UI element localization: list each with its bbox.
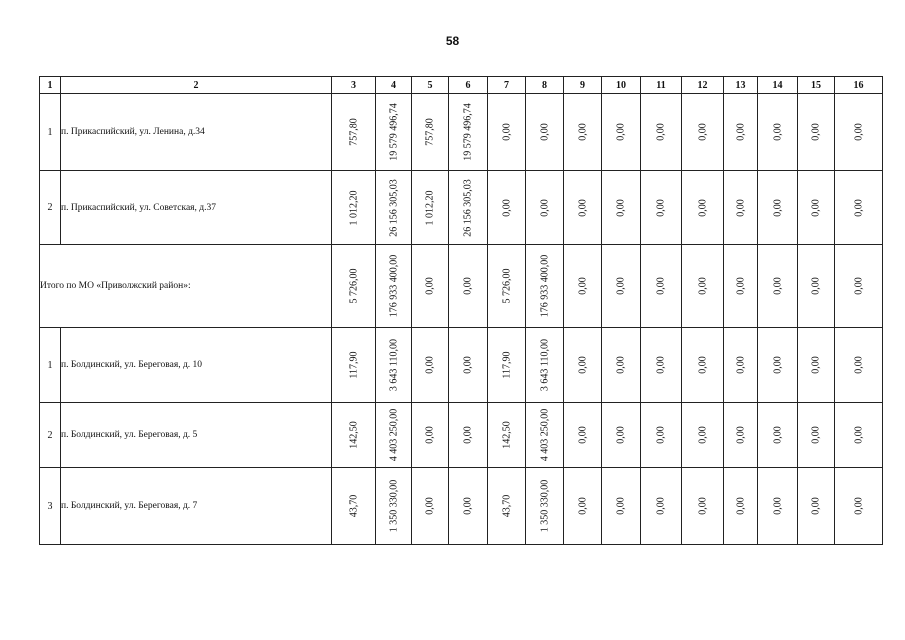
value-cell xyxy=(641,245,682,328)
table-row xyxy=(40,468,883,545)
value-text: 0,00 xyxy=(735,123,746,141)
value-text: 0,00 xyxy=(697,426,708,444)
value-text: 0,00 xyxy=(697,123,708,141)
value-cell xyxy=(602,328,641,403)
value-cell xyxy=(641,403,682,468)
value-cell xyxy=(758,245,798,328)
value-text: 0,00 xyxy=(697,277,708,295)
value-cell xyxy=(488,94,526,171)
value-text: 1 350 330,00 xyxy=(388,479,399,533)
value-text: 0,00 xyxy=(810,426,822,444)
header-cell: 15 xyxy=(798,77,835,94)
value-text: 0,00 xyxy=(577,198,588,217)
value-cell xyxy=(798,328,835,403)
value-text: 0,00 xyxy=(539,198,550,217)
value-text: 0,00 xyxy=(424,426,436,444)
value-cell xyxy=(682,328,724,403)
header-cell: 7 xyxy=(488,77,526,94)
value-cell xyxy=(758,171,798,245)
value-text: 26 156 305,03 xyxy=(462,178,474,237)
value-text: 0,00 xyxy=(424,356,436,374)
value-cell xyxy=(835,403,883,468)
value-cell xyxy=(564,171,602,245)
value-text: 0,00 xyxy=(577,497,588,515)
row-number: 1 xyxy=(40,328,61,403)
value-text: 19 579 496,74 xyxy=(388,103,399,161)
value-text: 3 643 110,00 xyxy=(539,338,550,392)
value-cell xyxy=(798,245,835,328)
value-text: 1 012,20 xyxy=(424,190,436,225)
header-cell: 3 xyxy=(332,77,376,94)
header-cell: 9 xyxy=(564,77,602,94)
header-cell: 12 xyxy=(682,77,724,94)
table-row xyxy=(40,245,883,328)
value-text: 0,00 xyxy=(772,123,783,141)
value-text: 0,00 xyxy=(577,356,588,374)
value-text: 5 726,00 xyxy=(501,268,512,304)
value-cell xyxy=(376,468,412,545)
value-cell xyxy=(798,171,835,245)
value-cell xyxy=(488,403,526,468)
value-cell xyxy=(682,171,724,245)
value-text: 142,50 xyxy=(348,421,359,449)
value-cell xyxy=(412,171,449,245)
value-cell xyxy=(449,468,488,545)
value-text: 0,00 xyxy=(810,277,822,295)
value-cell xyxy=(488,171,526,245)
value-cell xyxy=(449,328,488,403)
header-cell: 1 xyxy=(40,77,61,94)
value-cell xyxy=(526,403,564,468)
header-cell: 16 xyxy=(835,77,883,94)
value-cell xyxy=(641,171,682,245)
value-cell xyxy=(641,328,682,403)
value-cell xyxy=(332,245,376,328)
value-cell xyxy=(602,94,641,171)
value-text: 176 933 400,00 xyxy=(388,254,399,318)
value-cell xyxy=(758,468,798,545)
value-text: 142,50 xyxy=(501,421,512,449)
value-text: 0,00 xyxy=(615,277,627,295)
value-cell xyxy=(412,94,449,171)
value-text: 0,00 xyxy=(655,497,667,515)
value-cell xyxy=(526,328,564,403)
value-text: 0,00 xyxy=(810,356,822,374)
value-cell xyxy=(564,94,602,171)
value-cell xyxy=(602,171,641,245)
value-cell xyxy=(526,94,564,171)
value-text: 3 643 110,00 xyxy=(388,338,399,392)
total-label: Итого по МО «Приволжский район»: xyxy=(40,245,332,328)
value-text: 0,00 xyxy=(462,426,474,444)
value-text: 0,00 xyxy=(853,497,864,515)
value-text: 0,00 xyxy=(772,198,783,217)
value-text: 43,70 xyxy=(501,494,512,518)
value-cell xyxy=(488,328,526,403)
value-cell xyxy=(758,403,798,468)
address-cell: п. Болдинский, ул. Береговая, д. 7 xyxy=(61,468,332,545)
value-text: 1 012,20 xyxy=(348,190,359,225)
value-cell xyxy=(526,245,564,328)
value-cell xyxy=(602,403,641,468)
value-cell xyxy=(682,468,724,545)
value-cell xyxy=(724,245,758,328)
value-text: 0,00 xyxy=(735,497,746,515)
value-cell xyxy=(602,468,641,545)
value-cell xyxy=(332,403,376,468)
value-cell xyxy=(758,94,798,171)
value-text: 0,00 xyxy=(615,426,627,444)
value-text: 0,00 xyxy=(615,497,627,515)
address-cell: п. Прикаспийский, ул. Советская, д.37 xyxy=(61,171,332,245)
value-text: 0,00 xyxy=(577,123,588,141)
value-text: 0,00 xyxy=(424,277,436,295)
value-cell xyxy=(835,94,883,171)
value-text: 0,00 xyxy=(853,198,864,217)
value-text: 0,00 xyxy=(735,198,746,217)
value-text: 0,00 xyxy=(615,198,627,217)
value-text: 0,00 xyxy=(810,123,822,141)
data-table xyxy=(39,76,883,545)
value-cell xyxy=(412,468,449,545)
value-text: 5 726,00 xyxy=(348,268,359,304)
row-number: 1 xyxy=(40,94,61,171)
row-number: 3 xyxy=(40,468,61,545)
value-cell xyxy=(798,468,835,545)
table-row xyxy=(40,328,883,403)
value-cell xyxy=(526,171,564,245)
value-text: 0,00 xyxy=(697,497,708,515)
value-cell xyxy=(449,403,488,468)
value-text: 757,80 xyxy=(424,118,436,146)
value-text: 26 156 305,03 xyxy=(388,178,399,237)
value-cell xyxy=(798,94,835,171)
header-cell: 6 xyxy=(449,77,488,94)
value-cell xyxy=(332,468,376,545)
address-cell: п. Болдинский, ул. Береговая, д. 5 xyxy=(61,403,332,468)
row-number: 2 xyxy=(40,403,61,468)
value-cell xyxy=(488,245,526,328)
value-text: 0,00 xyxy=(655,356,667,374)
value-cell xyxy=(682,403,724,468)
value-text: 0,00 xyxy=(501,123,512,141)
value-cell xyxy=(835,328,883,403)
value-cell xyxy=(641,94,682,171)
value-text: 757,80 xyxy=(348,118,359,146)
address-cell: п. Прикаспийский, ул. Ленина, д.34 xyxy=(61,94,332,171)
value-text: 0,00 xyxy=(853,123,864,141)
value-cell xyxy=(564,245,602,328)
value-text: 0,00 xyxy=(810,497,822,515)
value-text: 0,00 xyxy=(735,356,746,374)
value-text: 1 350 330,00 xyxy=(539,479,550,533)
value-cell xyxy=(376,171,412,245)
value-text: 0,00 xyxy=(615,356,627,374)
value-cell xyxy=(564,403,602,468)
value-text: 0,00 xyxy=(810,198,822,217)
value-cell xyxy=(376,245,412,328)
value-text: 43,70 xyxy=(348,494,359,518)
value-cell xyxy=(376,94,412,171)
value-cell xyxy=(798,403,835,468)
value-text: 0,00 xyxy=(735,426,746,444)
value-text: 0,00 xyxy=(735,277,746,295)
value-text: 0,00 xyxy=(697,198,708,217)
row-number: 2 xyxy=(40,171,61,245)
header-cell: 2 xyxy=(61,77,332,94)
value-text: 0,00 xyxy=(853,426,864,444)
value-text: 0,00 xyxy=(772,426,783,444)
value-text: 117,90 xyxy=(501,351,512,379)
value-text: 0,00 xyxy=(655,123,667,141)
value-text: 0,00 xyxy=(577,277,588,295)
value-text: 0,00 xyxy=(577,426,588,444)
header-cell: 8 xyxy=(526,77,564,94)
value-cell xyxy=(449,245,488,328)
value-text: 0,00 xyxy=(697,356,708,374)
value-cell xyxy=(332,328,376,403)
value-cell xyxy=(376,403,412,468)
value-cell xyxy=(564,468,602,545)
header-row xyxy=(40,77,883,94)
value-text: 0,00 xyxy=(424,497,436,515)
value-cell xyxy=(724,403,758,468)
value-text: 0,00 xyxy=(853,356,864,374)
value-text: 176 933 400,00 xyxy=(539,254,550,318)
value-cell xyxy=(376,328,412,403)
address-cell: п. Болдинский, ул. Береговая, д. 10 xyxy=(61,328,332,403)
value-text: 0,00 xyxy=(853,277,864,295)
value-cell xyxy=(835,245,883,328)
value-cell xyxy=(682,94,724,171)
table-row xyxy=(40,403,883,468)
value-text: 0,00 xyxy=(772,277,783,295)
value-cell xyxy=(412,328,449,403)
value-text: 117,90 xyxy=(348,351,359,379)
value-cell xyxy=(682,245,724,328)
value-text: 0,00 xyxy=(772,497,783,515)
header-cell: 13 xyxy=(724,77,758,94)
value-cell xyxy=(724,94,758,171)
value-cell xyxy=(602,245,641,328)
value-text: 0,00 xyxy=(655,426,667,444)
value-text: 0,00 xyxy=(615,123,627,141)
value-cell xyxy=(449,171,488,245)
value-cell xyxy=(758,328,798,403)
value-cell xyxy=(332,94,376,171)
value-text: 4 403 250,00 xyxy=(388,408,399,462)
value-cell xyxy=(449,94,488,171)
value-cell xyxy=(835,468,883,545)
value-text: 0,00 xyxy=(539,123,550,141)
header-cell: 14 xyxy=(758,77,798,94)
table-row xyxy=(40,171,883,245)
header-cell: 11 xyxy=(641,77,682,94)
value-cell xyxy=(724,468,758,545)
header-cell: 5 xyxy=(412,77,449,94)
value-cell xyxy=(488,468,526,545)
value-cell xyxy=(332,171,376,245)
value-cell xyxy=(564,328,602,403)
header-cell: 4 xyxy=(376,77,412,94)
value-cell xyxy=(412,403,449,468)
table-row xyxy=(40,94,883,171)
page-number: 58 xyxy=(445,34,460,48)
value-text: 0,00 xyxy=(462,497,474,515)
value-text: 4 403 250,00 xyxy=(539,408,550,462)
value-cell xyxy=(835,171,883,245)
value-text: 0,00 xyxy=(655,198,667,217)
value-cell xyxy=(724,171,758,245)
value-cell xyxy=(412,245,449,328)
value-text: 0,00 xyxy=(501,198,512,217)
value-text: 0,00 xyxy=(462,356,474,374)
header-cell: 10 xyxy=(602,77,641,94)
value-text: 19 579 496,74 xyxy=(462,103,474,161)
value-text: 0,00 xyxy=(462,277,474,295)
value-cell xyxy=(526,468,564,545)
value-cell xyxy=(641,468,682,545)
value-cell xyxy=(724,328,758,403)
value-text: 0,00 xyxy=(655,277,667,295)
value-text: 0,00 xyxy=(772,356,783,374)
